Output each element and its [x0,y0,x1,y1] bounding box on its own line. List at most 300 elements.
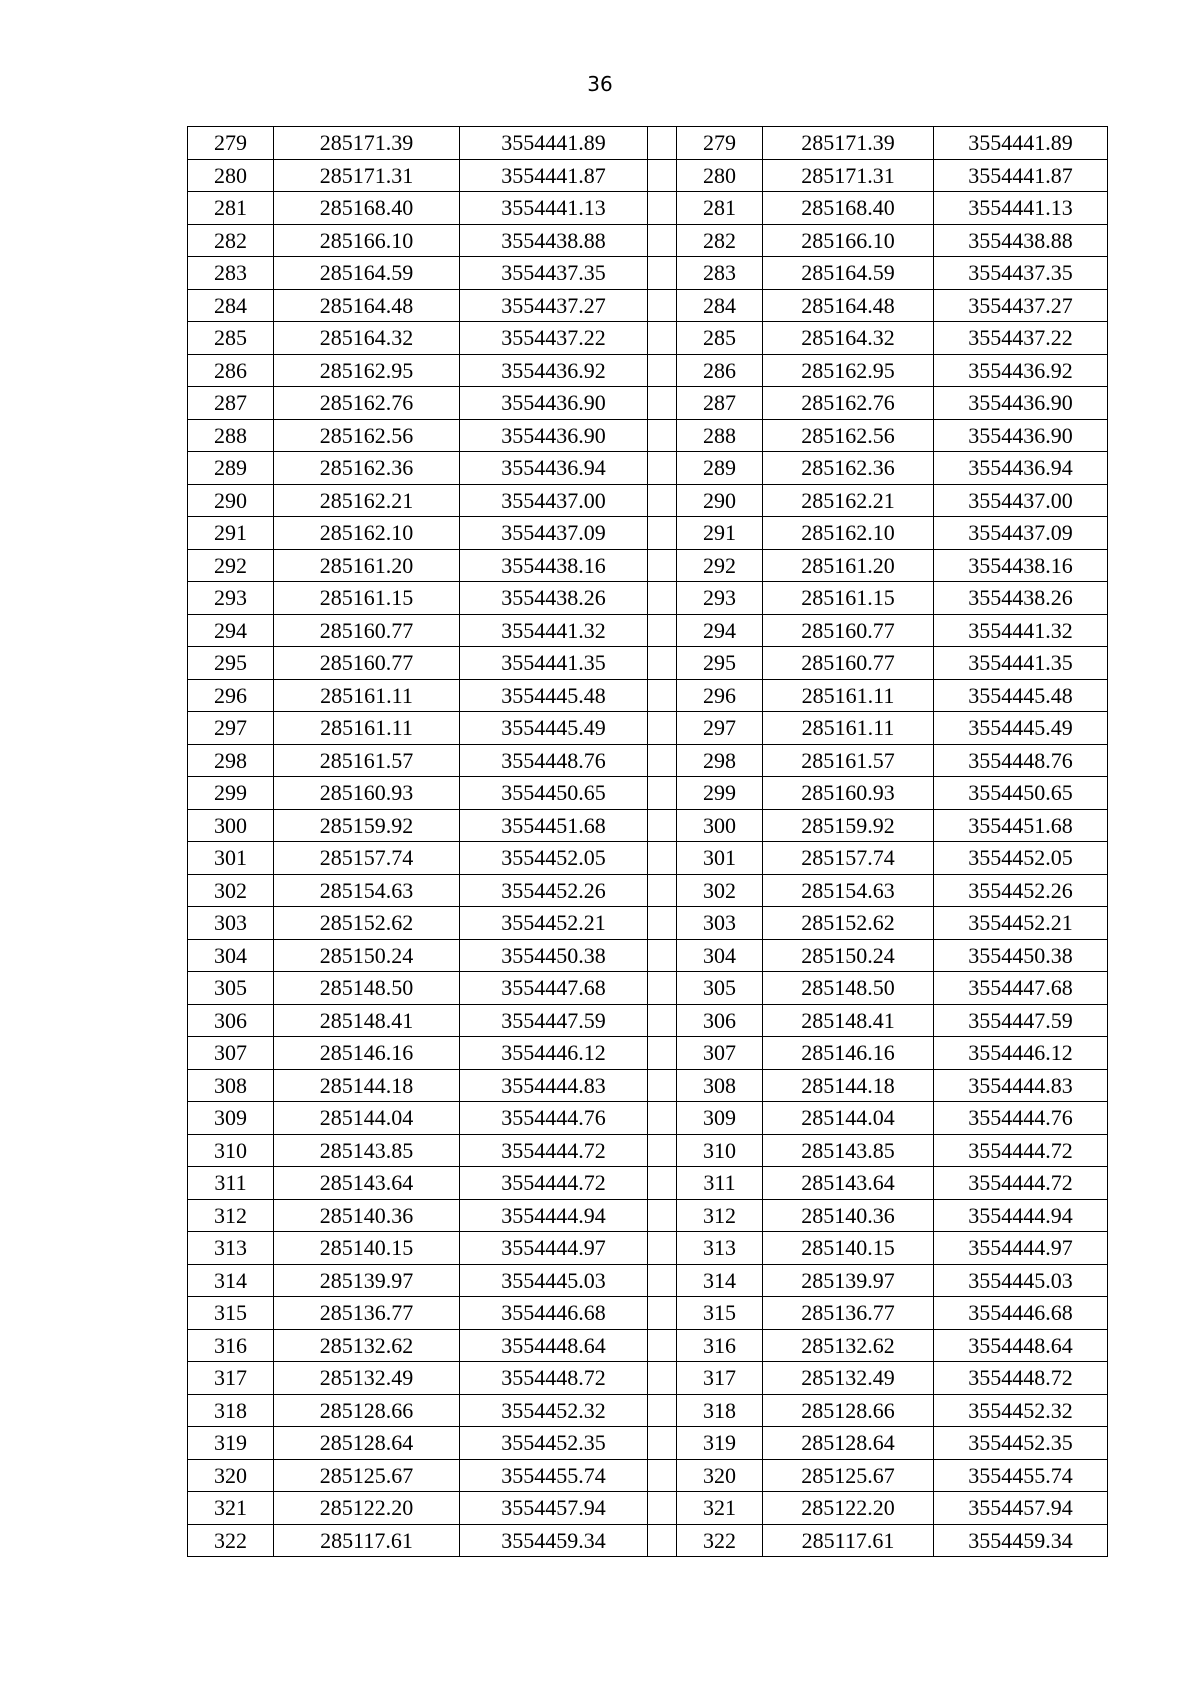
spacer-cell [648,1037,677,1070]
table-row [188,679,1108,712]
left-point-number-cell: 315 [188,1297,274,1330]
left-y-coordinate-cell: 3554441.32 [460,614,648,647]
table-row [188,1427,1108,1460]
left-y-coordinate-cell: 3554448.76 [460,744,648,777]
right-x-coordinate-cell: 285146.16 [763,1037,934,1070]
right-point-number-cell: 285 [677,322,763,355]
spacer-cell [648,1167,677,1200]
table-row [188,1004,1108,1037]
left-x-coordinate-cell: 285161.11 [274,712,460,745]
right-point-number-cell: 313 [677,1232,763,1265]
left-y-coordinate-cell: 3554452.32 [460,1394,648,1427]
left-y-coordinate-cell: 3554436.90 [460,419,648,452]
table-row [188,419,1108,452]
left-y-coordinate-cell: 3554444.72 [460,1167,648,1200]
left-x-coordinate-cell: 285146.16 [274,1037,460,1070]
left-x-coordinate-cell: 285162.95 [274,354,460,387]
left-point-number-cell: 309 [188,1102,274,1135]
left-point-number-cell: 281 [188,192,274,225]
left-point-number-cell: 297 [188,712,274,745]
table-row [188,1232,1108,1265]
left-x-coordinate-cell: 285161.11 [274,679,460,712]
spacer-cell [648,972,677,1005]
left-point-number-cell: 288 [188,419,274,452]
right-y-coordinate-cell: 3554437.00 [934,484,1108,517]
left-x-coordinate-cell: 285144.04 [274,1102,460,1135]
table-row [188,224,1108,257]
right-x-coordinate-cell: 285162.76 [763,387,934,420]
right-y-coordinate-cell: 3554444.97 [934,1232,1108,1265]
right-x-coordinate-cell: 285160.93 [763,777,934,810]
right-x-coordinate-cell: 285154.63 [763,874,934,907]
right-point-number-cell: 301 [677,842,763,875]
table-row [188,387,1108,420]
left-y-coordinate-cell: 3554457.94 [460,1492,648,1525]
right-point-number-cell: 321 [677,1492,763,1525]
right-point-number-cell: 286 [677,354,763,387]
right-x-coordinate-cell: 285162.36 [763,452,934,485]
right-point-number-cell: 294 [677,614,763,647]
right-point-number-cell: 295 [677,647,763,680]
left-y-coordinate-cell: 3554450.65 [460,777,648,810]
left-point-number-cell: 284 [188,289,274,322]
table-row [188,127,1108,160]
left-y-coordinate-cell: 3554437.27 [460,289,648,322]
right-y-coordinate-cell: 3554437.22 [934,322,1108,355]
spacer-cell [648,257,677,290]
left-x-coordinate-cell: 285136.77 [274,1297,460,1330]
table-row [188,777,1108,810]
right-point-number-cell: 297 [677,712,763,745]
left-x-coordinate-cell: 285150.24 [274,939,460,972]
right-x-coordinate-cell: 285160.77 [763,647,934,680]
left-point-number-cell: 283 [188,257,274,290]
table-row [188,647,1108,680]
right-x-coordinate-cell: 285161.57 [763,744,934,777]
table-row [188,257,1108,290]
right-y-coordinate-cell: 3554450.65 [934,777,1108,810]
left-x-coordinate-cell: 285128.64 [274,1427,460,1460]
right-x-coordinate-cell: 285164.48 [763,289,934,322]
spacer-cell [648,614,677,647]
right-point-number-cell: 320 [677,1459,763,1492]
left-y-coordinate-cell: 3554445.03 [460,1264,648,1297]
right-point-number-cell: 307 [677,1037,763,1070]
table-row [188,1264,1108,1297]
left-point-number-cell: 298 [188,744,274,777]
left-x-coordinate-cell: 285160.93 [274,777,460,810]
right-y-coordinate-cell: 3554452.32 [934,1394,1108,1427]
table-row [188,1524,1108,1557]
table-row [188,1362,1108,1395]
spacer-cell [648,192,677,225]
spacer-cell [648,549,677,582]
right-y-coordinate-cell: 3554444.94 [934,1199,1108,1232]
spacer-cell [648,809,677,842]
left-x-coordinate-cell: 285161.15 [274,582,460,615]
table-row [188,1492,1108,1525]
right-x-coordinate-cell: 285128.66 [763,1394,934,1427]
left-x-coordinate-cell: 285128.66 [274,1394,460,1427]
spacer-cell [648,387,677,420]
spacer-cell [648,484,677,517]
left-y-coordinate-cell: 3554444.83 [460,1069,648,1102]
spacer-cell [648,1427,677,1460]
left-point-number-cell: 292 [188,549,274,582]
spacer-cell [648,289,677,322]
spacer-cell [648,679,677,712]
spacer-cell [648,1329,677,1362]
spacer-cell [648,712,677,745]
left-point-number-cell: 316 [188,1329,274,1362]
spacer-cell [648,582,677,615]
left-x-coordinate-cell: 285139.97 [274,1264,460,1297]
table-row [188,1394,1108,1427]
left-x-coordinate-cell: 285140.36 [274,1199,460,1232]
table-row [188,939,1108,972]
right-y-coordinate-cell: 3554455.74 [934,1459,1108,1492]
left-x-coordinate-cell: 285140.15 [274,1232,460,1265]
right-point-number-cell: 318 [677,1394,763,1427]
spacer-cell [648,1362,677,1395]
right-y-coordinate-cell: 3554452.05 [934,842,1108,875]
table-row [188,452,1108,485]
spacer-cell [648,1232,677,1265]
table-row [188,744,1108,777]
right-point-number-cell: 302 [677,874,763,907]
right-x-coordinate-cell: 285132.62 [763,1329,934,1362]
right-point-number-cell: 287 [677,387,763,420]
right-x-coordinate-cell: 285164.59 [763,257,934,290]
table-row [188,1329,1108,1362]
left-point-number-cell: 286 [188,354,274,387]
left-x-coordinate-cell: 285148.41 [274,1004,460,1037]
left-y-coordinate-cell: 3554444.97 [460,1232,648,1265]
left-y-coordinate-cell: 3554437.00 [460,484,648,517]
left-x-coordinate-cell: 285132.49 [274,1362,460,1395]
left-x-coordinate-cell: 285143.64 [274,1167,460,1200]
spacer-cell [648,354,677,387]
table-row [188,972,1108,1005]
left-point-number-cell: 313 [188,1232,274,1265]
right-point-number-cell: 305 [677,972,763,1005]
spacer-cell [648,517,677,550]
left-point-number-cell: 320 [188,1459,274,1492]
right-x-coordinate-cell: 285161.11 [763,679,934,712]
left-point-number-cell: 312 [188,1199,274,1232]
left-point-number-cell: 287 [188,387,274,420]
left-y-coordinate-cell: 3554452.26 [460,874,648,907]
right-y-coordinate-cell: 3554441.89 [934,127,1108,160]
table-row [188,842,1108,875]
left-x-coordinate-cell: 285161.57 [274,744,460,777]
right-point-number-cell: 298 [677,744,763,777]
spacer-cell [648,1004,677,1037]
spacer-cell [648,1264,677,1297]
right-x-coordinate-cell: 285159.92 [763,809,934,842]
left-y-coordinate-cell: 3554445.48 [460,679,648,712]
right-point-number-cell: 315 [677,1297,763,1330]
left-x-coordinate-cell: 285168.40 [274,192,460,225]
right-y-coordinate-cell: 3554438.16 [934,549,1108,582]
left-x-coordinate-cell: 285160.77 [274,614,460,647]
right-x-coordinate-cell: 285139.97 [763,1264,934,1297]
left-y-coordinate-cell: 3554438.16 [460,549,648,582]
left-y-coordinate-cell: 3554441.87 [460,159,648,192]
right-y-coordinate-cell: 3554436.90 [934,387,1108,420]
right-y-coordinate-cell: 3554441.13 [934,192,1108,225]
left-point-number-cell: 282 [188,224,274,257]
right-y-coordinate-cell: 3554459.34 [934,1524,1108,1557]
spacer-cell [648,842,677,875]
table-row [188,907,1108,940]
left-point-number-cell: 314 [188,1264,274,1297]
right-point-number-cell: 288 [677,419,763,452]
left-y-coordinate-cell: 3554448.72 [460,1362,648,1395]
left-x-coordinate-cell: 285164.48 [274,289,460,322]
right-y-coordinate-cell: 3554448.72 [934,1362,1108,1395]
right-y-coordinate-cell: 3554436.92 [934,354,1108,387]
table-row [188,289,1108,322]
spacer-cell [648,322,677,355]
right-y-coordinate-cell: 3554452.21 [934,907,1108,940]
right-y-coordinate-cell: 3554452.26 [934,874,1108,907]
left-y-coordinate-cell: 3554436.90 [460,387,648,420]
right-x-coordinate-cell: 285136.77 [763,1297,934,1330]
left-x-coordinate-cell: 285144.18 [274,1069,460,1102]
left-x-coordinate-cell: 285117.61 [274,1524,460,1557]
right-y-coordinate-cell: 3554437.27 [934,289,1108,322]
left-y-coordinate-cell: 3554452.21 [460,907,648,940]
table-row [188,582,1108,615]
table-row [188,484,1108,517]
right-x-coordinate-cell: 285171.39 [763,127,934,160]
right-y-coordinate-cell: 3554438.26 [934,582,1108,615]
right-y-coordinate-cell: 3554444.76 [934,1102,1108,1135]
left-point-number-cell: 300 [188,809,274,842]
left-y-coordinate-cell: 3554438.26 [460,582,648,615]
spacer-cell [648,647,677,680]
right-x-coordinate-cell: 285128.64 [763,1427,934,1460]
left-x-coordinate-cell: 285159.92 [274,809,460,842]
right-point-number-cell: 289 [677,452,763,485]
spacer-cell [648,1524,677,1557]
right-point-number-cell: 296 [677,679,763,712]
table-row [188,1199,1108,1232]
table-row [188,549,1108,582]
left-y-coordinate-cell: 3554451.68 [460,809,648,842]
left-x-coordinate-cell: 285152.62 [274,907,460,940]
left-point-number-cell: 280 [188,159,274,192]
left-x-coordinate-cell: 285166.10 [274,224,460,257]
right-point-number-cell: 311 [677,1167,763,1200]
left-point-number-cell: 285 [188,322,274,355]
right-x-coordinate-cell: 285162.21 [763,484,934,517]
right-x-coordinate-cell: 285143.64 [763,1167,934,1200]
spacer-cell [648,939,677,972]
left-y-coordinate-cell: 3554436.94 [460,452,648,485]
right-x-coordinate-cell: 285143.85 [763,1134,934,1167]
left-x-coordinate-cell: 285132.62 [274,1329,460,1362]
right-point-number-cell: 291 [677,517,763,550]
page-number: 36 [587,72,613,96]
left-point-number-cell: 291 [188,517,274,550]
right-y-coordinate-cell: 3554444.72 [934,1167,1108,1200]
right-point-number-cell: 292 [677,549,763,582]
right-x-coordinate-cell: 285162.10 [763,517,934,550]
spacer-cell [648,777,677,810]
left-y-coordinate-cell: 3554437.09 [460,517,648,550]
right-y-coordinate-cell: 3554451.68 [934,809,1108,842]
left-x-coordinate-cell: 285162.21 [274,484,460,517]
left-y-coordinate-cell: 3554448.64 [460,1329,648,1362]
right-x-coordinate-cell: 285161.11 [763,712,934,745]
left-y-coordinate-cell: 3554441.89 [460,127,648,160]
left-y-coordinate-cell: 3554450.38 [460,939,648,972]
coordinate-table [187,126,1108,1557]
right-point-number-cell: 309 [677,1102,763,1135]
left-y-coordinate-cell: 3554445.49 [460,712,648,745]
left-y-coordinate-cell: 3554444.72 [460,1134,648,1167]
spacer-cell [648,1394,677,1427]
right-x-coordinate-cell: 285144.04 [763,1102,934,1135]
coordinate-table-body [188,127,1108,1557]
left-y-coordinate-cell: 3554444.76 [460,1102,648,1135]
table-row [188,614,1108,647]
left-y-coordinate-cell: 3554452.35 [460,1427,648,1460]
left-point-number-cell: 319 [188,1427,274,1460]
right-y-coordinate-cell: 3554436.94 [934,452,1108,485]
left-point-number-cell: 318 [188,1394,274,1427]
table-row [188,354,1108,387]
right-y-coordinate-cell: 3554441.87 [934,159,1108,192]
right-point-number-cell: 293 [677,582,763,615]
right-x-coordinate-cell: 285140.36 [763,1199,934,1232]
left-x-coordinate-cell: 285157.74 [274,842,460,875]
left-y-coordinate-cell: 3554452.05 [460,842,648,875]
right-point-number-cell: 282 [677,224,763,257]
spacer-cell [648,1492,677,1525]
table-row [188,1459,1108,1492]
right-y-coordinate-cell: 3554446.12 [934,1037,1108,1070]
left-x-coordinate-cell: 285122.20 [274,1492,460,1525]
right-x-coordinate-cell: 285166.10 [763,224,934,257]
left-x-coordinate-cell: 285148.50 [274,972,460,1005]
right-y-coordinate-cell: 3554448.76 [934,744,1108,777]
left-y-coordinate-cell: 3554437.35 [460,257,648,290]
right-point-number-cell: 299 [677,777,763,810]
left-point-number-cell: 299 [188,777,274,810]
right-x-coordinate-cell: 285117.61 [763,1524,934,1557]
table-row [188,322,1108,355]
left-y-coordinate-cell: 3554447.59 [460,1004,648,1037]
right-x-coordinate-cell: 285157.74 [763,842,934,875]
right-y-coordinate-cell: 3554448.64 [934,1329,1108,1362]
left-point-number-cell: 303 [188,907,274,940]
left-y-coordinate-cell: 3554455.74 [460,1459,648,1492]
right-point-number-cell: 281 [677,192,763,225]
left-x-coordinate-cell: 285160.77 [274,647,460,680]
right-point-number-cell: 284 [677,289,763,322]
left-x-coordinate-cell: 285162.36 [274,452,460,485]
left-point-number-cell: 311 [188,1167,274,1200]
spacer-cell [648,1297,677,1330]
right-y-coordinate-cell: 3554457.94 [934,1492,1108,1525]
right-point-number-cell: 316 [677,1329,763,1362]
left-x-coordinate-cell: 285143.85 [274,1134,460,1167]
right-x-coordinate-cell: 285160.77 [763,614,934,647]
table-row [188,809,1108,842]
left-point-number-cell: 321 [188,1492,274,1525]
left-x-coordinate-cell: 285171.31 [274,159,460,192]
left-x-coordinate-cell: 285125.67 [274,1459,460,1492]
left-y-coordinate-cell: 3554437.22 [460,322,648,355]
right-y-coordinate-cell: 3554447.59 [934,1004,1108,1037]
right-x-coordinate-cell: 285140.15 [763,1232,934,1265]
right-x-coordinate-cell: 285125.67 [763,1459,934,1492]
right-x-coordinate-cell: 285164.32 [763,322,934,355]
spacer-cell [648,1134,677,1167]
left-point-number-cell: 317 [188,1362,274,1395]
right-y-coordinate-cell: 3554452.35 [934,1427,1108,1460]
right-point-number-cell: 283 [677,257,763,290]
left-y-coordinate-cell: 3554446.68 [460,1297,648,1330]
right-y-coordinate-cell: 3554444.72 [934,1134,1108,1167]
left-point-number-cell: 308 [188,1069,274,1102]
table-row [188,517,1108,550]
spacer-cell [648,452,677,485]
right-x-coordinate-cell: 285144.18 [763,1069,934,1102]
left-x-coordinate-cell: 285164.59 [274,257,460,290]
right-x-coordinate-cell: 285148.41 [763,1004,934,1037]
table-row [188,192,1108,225]
spacer-cell [648,127,677,160]
left-point-number-cell: 302 [188,874,274,907]
right-y-coordinate-cell: 3554444.83 [934,1069,1108,1102]
left-point-number-cell: 301 [188,842,274,875]
table-row [188,1167,1108,1200]
left-x-coordinate-cell: 285164.32 [274,322,460,355]
right-point-number-cell: 300 [677,809,763,842]
left-x-coordinate-cell: 285161.20 [274,549,460,582]
spacer-cell [648,419,677,452]
right-point-number-cell: 308 [677,1069,763,1102]
left-y-coordinate-cell: 3554441.13 [460,192,648,225]
right-point-number-cell: 303 [677,907,763,940]
right-point-number-cell: 314 [677,1264,763,1297]
table-row [188,159,1108,192]
left-point-number-cell: 289 [188,452,274,485]
table-row [188,1102,1108,1135]
left-x-coordinate-cell: 285162.10 [274,517,460,550]
table-row [188,1134,1108,1167]
right-point-number-cell: 290 [677,484,763,517]
right-y-coordinate-cell: 3554437.09 [934,517,1108,550]
right-x-coordinate-cell: 285150.24 [763,939,934,972]
table-row [188,712,1108,745]
spacer-cell [648,224,677,257]
left-point-number-cell: 304 [188,939,274,972]
left-x-coordinate-cell: 285162.76 [274,387,460,420]
right-x-coordinate-cell: 285162.95 [763,354,934,387]
spacer-cell [648,874,677,907]
spacer-cell [648,1199,677,1232]
right-y-coordinate-cell: 3554441.32 [934,614,1108,647]
left-y-coordinate-cell: 3554447.68 [460,972,648,1005]
right-x-coordinate-cell: 285168.40 [763,192,934,225]
right-y-coordinate-cell: 3554445.49 [934,712,1108,745]
left-y-coordinate-cell: 3554436.92 [460,354,648,387]
